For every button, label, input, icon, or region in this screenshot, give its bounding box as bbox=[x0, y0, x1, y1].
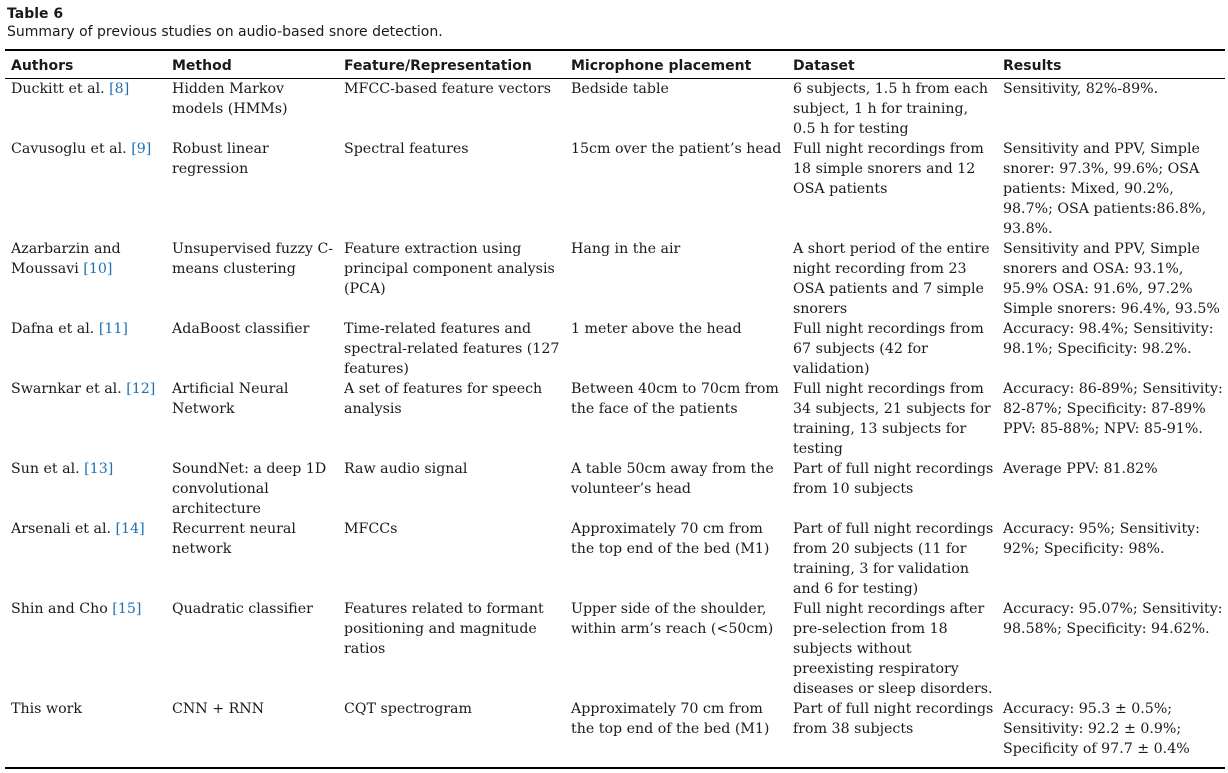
cell-microphone: 15cm over the patient’s head bbox=[571, 141, 782, 157]
table-row bbox=[5, 239, 1225, 319]
cell-dataset: Part of full night recordings from 20 subjects (11 for training, 3 for validation and 6 for testing) bbox=[793, 521, 994, 597]
author-name: This work bbox=[11, 701, 82, 717]
table-row bbox=[5, 79, 1225, 139]
cell-dataset: Full night recordings from 34 subjects, 21 subjects for training, 13 subjects for testing bbox=[793, 381, 991, 457]
cell-microphone: Upper side of the shoulder, within arm’s reach (<50cm) bbox=[571, 601, 774, 637]
table-caption: Summary of previous studies on audio-based snore detection. bbox=[7, 24, 443, 40]
cell-microphone: A table 50cm away from the volunteer’s head bbox=[571, 461, 774, 497]
cell-authors bbox=[5, 139, 166, 239]
cell-dataset: Part of full night recordings from 38 subjects bbox=[793, 701, 994, 737]
cell-results: Accuracy: 86-89%; Sensitivity: 82-87%; Specificity: 87-89% PPV: 85-88%; NPV: 85-91%. bbox=[1003, 381, 1223, 437]
cell-method: Robust linear regression bbox=[172, 141, 269, 177]
cell-method: Recurrent neural network bbox=[172, 521, 296, 557]
citation-link[interactable]: [12] bbox=[126, 381, 156, 397]
citation-link[interactable]: [15] bbox=[112, 601, 142, 617]
cell-feature: Raw audio signal bbox=[344, 461, 468, 477]
table-row bbox=[5, 519, 1225, 599]
header-method: Method bbox=[172, 58, 232, 74]
cell-authors bbox=[5, 79, 166, 139]
table-row bbox=[5, 319, 1225, 379]
author-name: Cavusoglu et al. bbox=[11, 141, 127, 157]
header-dataset: Dataset bbox=[793, 58, 855, 74]
author-name: Arsenali et al. bbox=[11, 521, 111, 537]
author-name: Swarnkar et al. bbox=[11, 381, 122, 397]
bottom-rule bbox=[5, 767, 1225, 769]
cell-method: Quadratic classifier bbox=[172, 601, 313, 617]
cell-dataset: A short period of the entire night recording from 23 OSA patients and 7 simple snorers bbox=[793, 241, 990, 317]
cell-feature: Feature extraction using principal component analysis (PCA) bbox=[344, 241, 555, 297]
cell-authors bbox=[5, 459, 166, 519]
header-results: Results bbox=[1003, 58, 1062, 74]
table-label: Table 6 bbox=[7, 6, 64, 22]
cell-feature: A set of features for speech analysis bbox=[344, 381, 543, 417]
cell-feature: Features related to formant positioning and magnitude ratios bbox=[344, 601, 544, 657]
cell-results: Accuracy: 95.07%; Sensitivity: 98.58%; Specificity: 94.62%. bbox=[1003, 601, 1223, 637]
table-row bbox=[5, 599, 1225, 699]
cell-method: CNN + RNN bbox=[172, 701, 265, 717]
cell-authors bbox=[5, 319, 166, 379]
citation-link[interactable]: [8] bbox=[109, 81, 130, 97]
cell-authors bbox=[5, 699, 166, 759]
cell-microphone: Hang in the air bbox=[571, 241, 681, 257]
citation-link[interactable]: [9] bbox=[131, 141, 152, 157]
cell-dataset: Full night recordings after pre-selection from 18 subjects without preexisting respiratory diseases or sleep disorders. bbox=[793, 601, 993, 697]
table-row bbox=[5, 139, 1225, 239]
cell-method: Hidden Markov models (HMMs) bbox=[172, 81, 288, 117]
cell-dataset: Full night recordings from 18 simple snorers and 12 OSA patients bbox=[793, 141, 984, 197]
cell-authors bbox=[5, 379, 166, 459]
cell-method: Artificial Neural Network bbox=[172, 381, 289, 417]
header-row bbox=[5, 55, 1225, 79]
cell-authors bbox=[5, 519, 166, 599]
cell-dataset: Part of full night recordings from 10 subjects bbox=[793, 461, 994, 497]
cell-authors bbox=[5, 599, 166, 699]
table-body bbox=[5, 79, 1225, 759]
cell-microphone: Approximately 70 cm from the top end of the bed (M1) bbox=[571, 701, 770, 737]
cell-results: Sensitivity and PPV, Simple snorer: 97.3%, 99.6%; OSA patients: Mixed, 90.2%, 98.7%; OSA patients:86.8%, 93.8%. bbox=[1003, 141, 1207, 237]
table-row bbox=[5, 699, 1225, 759]
author-name: Sun et al. bbox=[11, 461, 80, 477]
header-feature: Feature/Representation bbox=[344, 58, 532, 74]
citation-link[interactable]: [14] bbox=[115, 521, 145, 537]
cell-results: Accuracy: 95%; Sensitivity: 92%; Specificity: 98%. bbox=[1003, 521, 1200, 557]
cell-microphone: Approximately 70 cm from the top end of the bed (M1) bbox=[571, 521, 770, 557]
summary-table bbox=[5, 55, 1225, 759]
cell-dataset: Full night recordings from 67 subjects (42 for validation) bbox=[793, 321, 984, 377]
author-name: Dafna et al. bbox=[11, 321, 95, 337]
author-name: Shin and Cho bbox=[11, 601, 108, 617]
cell-microphone: Bedside table bbox=[571, 81, 669, 97]
header-authors: Authors bbox=[11, 58, 74, 74]
cell-microphone: 1 meter above the head bbox=[571, 321, 742, 337]
cell-feature: CQT spectrogram bbox=[344, 701, 472, 717]
cell-dataset: 6 subjects, 1.5 h from each subject, 1 h for training, 0.5 h for testing bbox=[793, 81, 988, 137]
citation-link[interactable]: [11] bbox=[98, 321, 128, 337]
cell-results: Accuracy: 98.4%; Sensitivity: 98.1%; Specificity: 98.2%. bbox=[1003, 321, 1214, 357]
cell-method: SoundNet: a deep 1D convolutional architecture bbox=[172, 461, 327, 517]
cell-results: Average PPV: 81.82% bbox=[1003, 461, 1158, 477]
table-row bbox=[5, 379, 1225, 459]
cell-authors bbox=[5, 239, 166, 319]
cell-results: Accuracy: 95.3 ± 0.5%; Sensitivity: 92.2 ± 0.9%; Specificity of 97.7 ± 0.4% bbox=[1003, 701, 1190, 757]
cell-microphone: Between 40cm to 70cm from the face of the patients bbox=[571, 381, 779, 417]
citation-link[interactable]: [10] bbox=[83, 261, 113, 277]
citation-link[interactable]: [13] bbox=[84, 461, 114, 477]
top-rule bbox=[5, 49, 1225, 51]
table-row bbox=[5, 459, 1225, 519]
header-microphone: Microphone placement bbox=[571, 58, 752, 74]
cell-feature: MFCC-based feature vectors bbox=[344, 81, 551, 97]
cell-feature: MFCCs bbox=[344, 521, 398, 537]
author-name: Azarbarzin and Moussavi bbox=[11, 241, 121, 277]
cell-results: Sensitivity, 82%-89%. bbox=[1003, 81, 1159, 97]
cell-method: AdaBoost classifier bbox=[172, 321, 310, 337]
author-name: Duckitt et al. bbox=[11, 81, 105, 97]
cell-feature: Spectral features bbox=[344, 141, 469, 157]
cell-feature: Time-related features and spectral-related features (127 features) bbox=[344, 321, 560, 377]
cell-method: Unsupervised fuzzy C-means clustering bbox=[172, 241, 334, 277]
cell-results: Sensitivity and PPV, Simple snorers and OSA: 93.1%, 95.9% OSA: 91.6%, 97.2% Simple snorers: 96.4%, 93.5% bbox=[1003, 241, 1220, 317]
